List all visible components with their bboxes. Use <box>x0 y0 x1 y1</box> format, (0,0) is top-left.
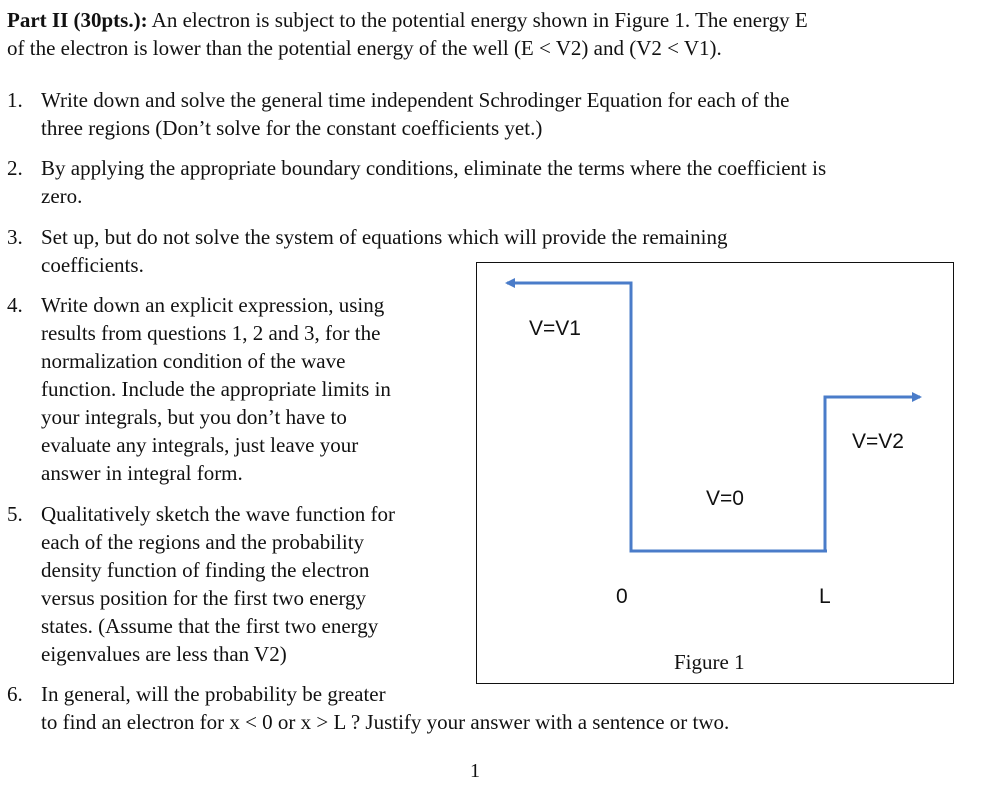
question-line: each of the regions and the probability <box>41 530 365 554</box>
question-line: to find an electron for x < 0 or x > L ? Justify your answer with a sentence or two. <box>41 710 730 734</box>
label-v0: V=0 <box>706 487 744 510</box>
question-line: coefficients. <box>41 253 144 277</box>
question-line: normalization condition of the wave <box>41 349 346 373</box>
question-line: results from questions 1, 2 and 3, for the <box>41 321 381 345</box>
part-heading: Part II (30pts.): <box>7 8 148 32</box>
axis-label-zero: 0 <box>616 585 628 608</box>
question-line: density function of finding the electron <box>41 558 370 582</box>
question-number: 6. <box>7 682 23 706</box>
question-line: eigenvalues are less than V2) <box>41 642 287 666</box>
question-line: evaluate any integrals, just leave your <box>41 433 359 457</box>
question-number: 5. <box>7 502 23 526</box>
intro-line-2: of the electron is lower than the potential energy of the well (E < V2) and (V2 < V1). <box>7 36 722 60</box>
question-line: By applying the appropriate boundary conditions, eliminate the terms where the coefficient is <box>41 156 827 180</box>
question-line: answer in integral form. <box>41 461 243 485</box>
question-line: Set up, but do not solve the system of equations which will provide the remaining <box>41 225 728 249</box>
potential-well-diagram <box>477 263 952 682</box>
question-line: Write down an explicit expression, using <box>41 293 385 317</box>
question-line: versus position for the first two energy <box>41 586 367 610</box>
question-line: In general, will the probability be greater <box>41 682 386 706</box>
question-line: function. Include the appropriate limits in <box>41 377 391 401</box>
label-v1: V=V1 <box>529 317 581 340</box>
question-line: three regions (Don’t solve for the constant coefficients yet.) <box>41 116 543 140</box>
question-number: 3. <box>7 225 23 249</box>
question-text <box>41 154 996 210</box>
intro-line-1-text: An electron is subject to the potential energy shown in Figure 1. The energy E <box>147 8 808 32</box>
question-line: states. (Assume that the first two energy <box>41 614 379 638</box>
question-number: 4. <box>7 293 23 317</box>
question-number: 2. <box>7 156 23 180</box>
figure-caption: Figure 1 <box>674 650 745 674</box>
question-number: 1. <box>7 88 23 112</box>
page-number: 1 <box>470 760 480 782</box>
question-text <box>41 86 991 142</box>
figure-1 <box>476 262 954 684</box>
label-v2: V=V2 <box>852 430 904 453</box>
question-text <box>41 291 481 487</box>
intro-paragraph <box>7 6 992 62</box>
intro-line-1 <box>7 6 992 34</box>
question-line: zero. <box>41 184 83 208</box>
question-line: Qualitatively sketch the wave function for <box>41 502 395 526</box>
question-text <box>41 500 481 668</box>
axis-label-l: L <box>819 585 831 608</box>
question-text <box>41 680 941 736</box>
question-line: Write down and solve the general time independent Schrodinger Equation for each of the <box>41 88 790 112</box>
question-line: your integrals, but you don’t have to <box>41 405 347 429</box>
